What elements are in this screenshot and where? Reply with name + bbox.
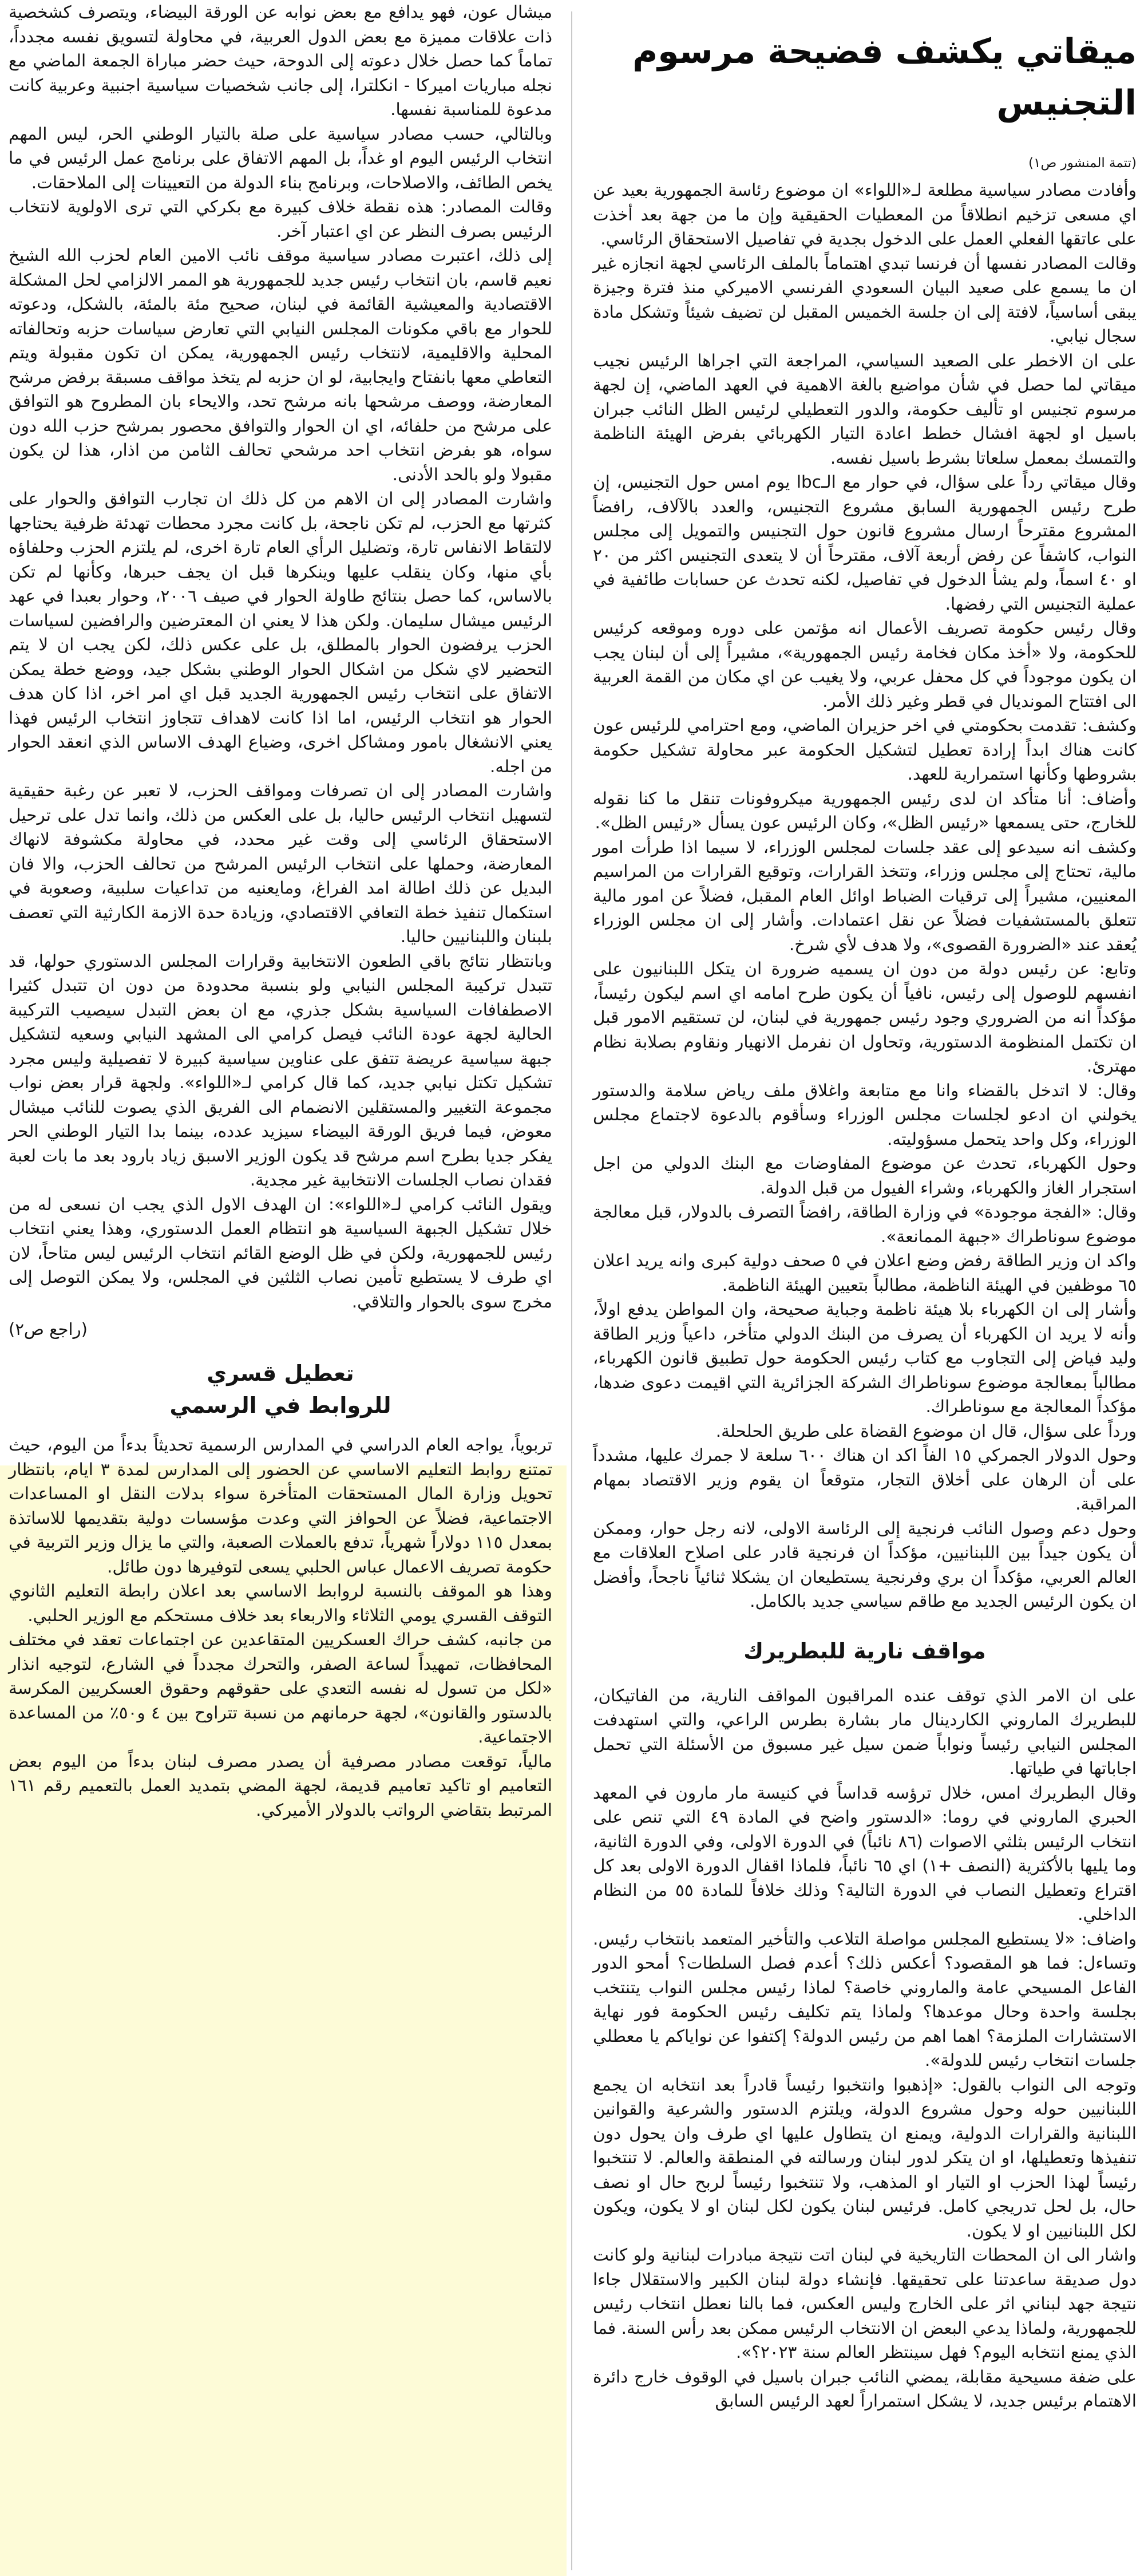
paragraph: واشارت المصادر إلى ان الاهم من كل ذلك ان تجارب التوافق والحوار على كثرتها مع الحزب، لم تكن ناجحة، بل كانت مجرد محطات تهدئة ظرفية يحتاجها لالتقاط الانفاس تارة، وتضليل الرأي العام تارة اخرى، لم يلتزم الحزب وحلفاؤه بأي منها، وكان ينقلب عليها وينكرها قبل ان يجف حبرها، وكأنها لم تكن بالاساس، كما حصل بنتائج طاولة الحوار في صيف ٢٠٠٦، وحوار بعبدا في عهد الرئيس ميشال سليمان. ولكن هذا لا يعني ان المعترضين والرافضين لسياسات الحزب يرفضون الحوار بالمطلق، بل على عكس ذلك، لكن يجب ان لا يتم التحضير لاي شكل من اشكال الحوار الوطني بشكل جيد، ووضع خطة يمكن الاتفاق على انتخاب رئيس الجمهورية الجديد قبل اي امر اخر، اذا كان هدف الحوار هو انتخاب الرئيس، اما اذا كانت لاهداف تتجاوز انتخاب الرئيس فهذا يعني الانشغال بامور ومشاكل اخرى، وضياع الهدف الاساس الذي انعقد الحوار من اجله. bbox=[9, 489, 552, 776]
paragraph: ورداً على سؤال، قال ان موضوع القضاة على طريق الحلحلة. bbox=[715, 1421, 1137, 1441]
paragraph: واشارت المصادر إلى ان تصرفات ومواقف الحزب، لا تعبر عن رغبة حقيقية لتسهيل انتخاب الرئيس حاليا، بل على العكس من ذلك، وانما تدل على ترحيل الاستحقاق الرئاسي إلى وقت غير محدد، في محاولة مكشوفة لانهاك المعارضة، وحملها على انتخاب الرئيس المرشح من تحالف الحزب، والا فان البديل عن ذلك اطالة امد الفراغ، ومايعنيه من تداعيات سلبية، وصعوبة في استكمال تنفيذ خطة التعافي الاقتصادي، وزيادة حدة الازمة الكارثية التي تعصف بلبنان واللبنانيين حاليا. bbox=[9, 781, 552, 946]
paragraph: وقالت المصادر نفسها أن فرنسا تبدي اهتماماً بالملف الرئاسي لجهة انجازه غير ان ما يسمع على صعيد البيان السعودي الفرنسي الاميركي منذ فترة وجيزة يبقى أساسياً، لافتة إلى ان جلسة الخميس المقبل لن تضيف شيئاً وتشكل مادة سجال نيابي. bbox=[593, 253, 1137, 346]
paragraph: وأفادت مصادر سياسية مطلعة لـ«اللواء» ان موضوع رئاسة الجمهورية بعيد عن اي مسعى تزخيم انطلاقاً من المعطيات الحقيقية وإن ما من جهة بعد أخذت على عاتقها الفعلي العمل على الدخول بجدية في تفاصيل الاستحقاق الرئاسي. bbox=[593, 180, 1137, 248]
subheading-line-1: تعطيل قسري bbox=[207, 1361, 354, 1386]
paragraph: وأضاف: أنا متأكد ان لدى رئيس الجمهورية ميكروفونات تنقل ما كنا نقوله للخارج، حتى يسمعها «رئيس الظل»، وكان الرئيس عون يسأل «رئيس الظل». bbox=[593, 788, 1137, 832]
paragraph: وحول الكهرباء، تحدث عن موضوع المفاوضات مع البنك الدولي من اجل استجرار الغاز والكهرباء، وشراء الفيول من قبل الدولة. bbox=[593, 1153, 1137, 1198]
continued-note: (تتمة المنشور ص١) bbox=[1028, 156, 1137, 171]
right-column bbox=[576, 0, 1148, 2576]
paragraph: وبالتالي، حسب مصادر سياسية على صلة بالتيار الوطني الحر، ليس المهم انتخاب الرئيس اليوم او غداً، بل المهم الاتفاق على برنامج عمل الرئيس في ما يخص الطائف، والاصلاحات، وبرنامج بناء الدولة من التعيينات إلى الملاحقات. bbox=[9, 124, 552, 192]
paragraph: وقال: «الفجة موجودة» في وزارة الطاقة، رافضاً التصرف بالدولار، قبل معالجة موضوع سوناطراك «جبهة الممانعة». bbox=[593, 1202, 1137, 1246]
paragraph: وقال البطريرك امس، خلال ترؤسه قداساً في كنيسة مار مارون في المعهد الحبري الماروني في روما: «الدستور واضح في المادة ٤٩ التي تنص على انتخاب الرئيس بثلثي الاصوات (٨٦ نائباً) في الدورة الاولى، وفي الدورة الثانية، وما يليها بالأكثرية (النصف +١) اي ٦٥ نائباً، فلماذا اقفال الدورة الاولى بعد كل اقتراع وتعطيل النصاب في الدورة التالية؟ وذلك خلافاً للمادة ٥٥ من النظام الداخلي. bbox=[593, 1783, 1137, 1924]
paragraph: ويقول النائب كرامي لـ«اللواء»: ان الهدف الاول الذي يجب ان نسعى له من خلال تشكيل الجبهة السياسية هو انتظام العمل الدستوري، وهذا يعني انتخاب رئيس للجمهورية، ولكن في ظل الوضع القائم انتخاب الرئيس ليس متاحاً، لان اي طرف لا يستطيع تأمين نصاب الثلثين في المجلس، ولا يمكن التوصل إلى مخرج سوى بالحوار والتلاقي. bbox=[9, 1194, 552, 1311]
paragraph: وهذا هو الموقف بالنسبة لروابط الاساسي بعد اعلان رابطة التعليم الثانوي التوقف القسري يومي الثلاثاء والاربعاء بعد خلاف مستحكم مع الوزير الحلبي. bbox=[9, 1581, 552, 1625]
paragraph: على ضفة مسيحية مقابلة، يمضي النائب جبران باسيل في الوقوف خارج دائرة الاهتمام برئيس جديد، لا يشكل استمراراً لعهد الرئيس السابق bbox=[593, 2366, 1137, 2411]
paragraph: وقال رئيس حكومة تصريف الأعمال انه مؤتمن على دوره وموقعه كرئيس للحكومة، ولا «أخذ مكان فخامة رئيس الجمهورية»، مشيراً إلى أن لبنان يجب ان يكون موجوداً في كل محفل عربي، ولا يغيب عن اي مكان من القمة العربية الى افتتاح المونديال في قطر وغير ذلك الأمر. bbox=[593, 618, 1137, 711]
paragraph: من جانبه، كشف حراك العسكريين المتقاعدين عن اجتماعات تعقد في مختلف المحافظات، تمهيداً لساعة الصفر، والتحرك مجدداً في الشارع، لتوجيه انذار «لكل من تسول له نفسه التعدي على حقوقهم وحقوق العسكريين المكرسة بالدستور والقانون»، لجهة حرمانهم من نسبة تتراوح بين ٤ و٥٠٪ من المساعدة الاجتماعية. bbox=[9, 1630, 553, 1747]
paragraph: وتابع: عن رئيس دولة من دون ان يسميه ضرورة ان يتكل اللبنانيون على انفسهم للوصول إلى رئيس، نافياً أن يكون طرح امامه اي اسم ليكون رئيساً، مؤكداً انه من الضروري وجود رئيس جمهورية في لبنان، لن تستقيم الامور قبل ان تكتمل المنظومة الدستورية، وتحاول ان نفرمل الانهيار ونقاوم بصلابة نظام مهترئ. bbox=[593, 959, 1137, 1076]
paragraph: وبانتظار نتائج باقي الطعون الانتخابية وقرارات المجلس الدستوري حولها، قد تتبدل تركيبة المجلس النيابي ولو بنسبة محدودة من دون ان تتبدل كثيرا الاصطفافات السياسية بشكل جذري، مع ان بعض التبدل سيصيب التركيبة الحالية لجهة عودة النائب فيصل كرامي الى المشهد النيابي وسعيه لتشكيل جبهة سياسية عريضة تتفق على عناوين سياسية كبيرة لا تفصيلية وليس مجرد تشكيل تكتل نيابي جديد، كما قال كرامي لـ«اللواء». ولجهة قرار بعض نواب مجموعة التغيير والمستقلين الانضمام الى الفريق الذي يصوت للنائب ميشال معوض، فيما فريق الورقة البيضاء سيزيد عدده، بينما بدا التيار الوطني الحر يفكر جديا بطرح اسم مرشح قد يكون الوزير الاسبق زياد بارود بعد ما بات لعبة فقدان نصاب الجلسات الانتخابية غير مجدية. bbox=[9, 951, 552, 1190]
paragraph: وحول الدولار الجمركي ١٥ الفاً اكد ان هناك ٦٠٠ سلعة لا جمرك عليها، مشدداً على أن الرهان على أخلاق التجار، متوقعاً ان يقوم وزير الاقتصاد بمهام المراقبة. bbox=[593, 1445, 1137, 1514]
paragraph: تربوياً، يواجه العام الدراسي في المدارس الرسمية تحديثاً بدءاً من اليوم، حيث تمتنع روابط التعليم الاساسي عن الحضور إلى المدارس لمدة ٣ ايام، بانتظار تحويل وزارة المال المستحقات المتأخرة سواء بدلات النقل او المساعدات الاجتماعية، فضلاً عن الحوافز التي وعدت مؤسسات دولية بتقديمها للاساتذة بمعدل ١١٥ دولاراً شهرياً، تدفع بالعملات الصعبة، والتي ما يزال وزير التربية في حكومة تصريف الاعمال عباس الحلبي يسعى لتوفيرها دون طائل. bbox=[9, 1435, 552, 1577]
paragraph: واكد ان وزير الطاقة رفض وضع اعلان في ٥ صحف دولية كبرى وانه يريد اعلان ٦٥ موظفين في الهيئة الناظمة، مطالباً بتعيين الهيئة الناظمة. bbox=[593, 1251, 1137, 1295]
article-headline: ميقاتي يكشف فضيحة مرسوم التجنيس bbox=[632, 31, 1137, 123]
paragraph: وكشف انه سيدعو إلى عقد جلسات لمجلس الوزراء، لا سيما اذا طرأت امور مالية، تحتاج إلى مجلس وزراء، وتتخذ القرارات، وتوقيع القرارات من المراسيم المعنيين، مشيراً إلى ترقيات الضباط اوائل العام المقبل، فضلاً عن امور مالية تتعلق بالمستشفيات فضلاً عن نقل اعتمادات. وأشار إلى ان مجلس الوزراء يُعقد عند «الضرورة القصوى»، ولا هدف لأي شرخ. bbox=[593, 837, 1137, 954]
page-reference bbox=[9, 1317, 552, 1341]
paragraph: واضاف: «لا يستطيع المجلس مواصلة التلاعب والتأخير المتعمد بانتخاب رئيس. وتساءل: فما هو المقصود؟ أعكس ذلك؟ أعدم فصل السلطات؟ أمحو الدور الفاعل المسيحي عامة والماروني خاصة؟ لماذا رئيس مجلس النواب يتنتخب بجلسة واحدة وحال موعدها؟ ولماذا يتم تكليف رئيس الحكومة فور نهاية الاستشارات الملزمة؟ اهما اهم من رئيس الدولة؟ إكتفوا عن نواياكم يا معطلي جلسات انتخاب رئيس للدولة». bbox=[593, 1929, 1137, 2070]
paragraph: وحول دعم وصول النائب فرنجية إلى الرئاسة الاولى، لانه رجل حوار، وممكن أن يكون جيداً بين اللبنانيين، مؤكداً ان فرنجية قادر على اصلاح العلاقات مع العالم العربي، مؤكداً ان بري وفرنجية يستطيعان ان يشكلا ثنائياً ناجحاً، وأفضل ان يكون الرئيس الجديد مع طاقم سياسي جديد بالكامل. bbox=[593, 1518, 1137, 1611]
subheading-patriarch: مواقف نارية للبطريرك bbox=[743, 1638, 986, 1664]
paragraph: إلى ذلك، اعتبرت مصادر سياسية موقف نائب الامين العام لحزب الله الشيخ نعيم قاسم، بان انتخاب رئيس جديد للجمهورية هو الممر الالزامي لحل المشكلة الاقتصادية والمعيشية القائمة في لبنان، صحيح مئة بالمئة، بالشكل، ودعوته للحوار مع باقي مكونات المجلس النيابي التي تعارض سياسات حزبه وتحالفاته المحلية والاقليمية، لانتخاب رئيس الجمهورية، يمكن ان تكون مقبولة ويتم التعاطي معها بانفتاح وايجابية، لو ان حزبه لم يتخذ مواقف مسبقة برفض مرشح المعارضة، ووصف مرشحها بانه مرشح تحد، والايحاء بان المطروح هو التوافق على مرشح من حلفائه، اي ان الحوار والتوافق محصور بمرشح حزب الله دون سواه، هو بفرض انتخاب احد مرشحي تحالف الثامن من اذار، هذا لن يكون مقبولا ولو بالحد الأدنى. bbox=[8, 246, 552, 484]
article-body-1 bbox=[593, 178, 1137, 1614]
paragraph: وقال: لا اتدخل بالقضاء وانا مع متابعة واغلاق ملف رياض سلامة والدستور يخولني ان ادعو لجلسات مجلس الوزراء وسأقوم بالدعوة لاجتماع مجلس الوزراء، وكل واحد يتحمل مسؤوليته. bbox=[593, 1080, 1137, 1149]
paragraph: على ان الاخطر على الصعيد السياسي، المراجعة التي اجراها الرئيس نجيب ميقاتي لما حصل في شأن مواضيع بالغة الاهمية في العهد الماضي، إن لجهة مرسوم تجنيس او تأليف حكومة، والدور التعطيلي لرئيس الظل النائب جبران باسيل او لجهة افشال خطط اعادة التيار الكهربائي بفرض الهيئة الناظمة والتمسك بمعمل سلعاتا بشرط باسيل نفسه. bbox=[593, 350, 1137, 468]
paragraph: واشار الى ان المحطات التاريخية في لبنان اتت نتيجة مبادرات لبنانية ولو كانت دول صديقة ساعدتنا على تحقيقها. فإنشاء دولة لبنان الكبير والاستقلال جاءا نتيجة جهد لبناني اثر على الخارج وليس العكس، فما بالنا نعطل انتخاب رئيس للجمهورية، ولماذا يدعي البعض ان الانتخاب الرئيس ممكن بعد رأس السنة. فما الذي يمنع انتخابه اليوم؟ فهل سينتظر العالم سنة ٢٠٢٣؟». bbox=[593, 2245, 1137, 2362]
left-column bbox=[0, 0, 567, 2576]
paragraph: وتوجه الى النواب بالقول: «إذهبوا وانتخبوا رئيساً قادراً بعد انتخابه ان يجمع اللبنانيين حوله وحول مشروع الدولة، ويلتزم الدستور والشرعية والقوانين اللبنانية والقرارات الدولية، ويمنع ان يتطاول عليها اي طرف وان يحول دون تنفيذها وتعطيلها، او ان يتكر لدور لبنان ورسالته في المنطقة والعالم. لا تنتخبوا رئيساً لهذا الحزب او التيار او المذهب، ولا تنتخبوا رئيساً لربح حال او نصف حال، بل لحل تدريجي كامل. فرئيس لبنان يكون لكل لبنان او لا يكون، ويكون لكل اللبنانيين او لا يكون. bbox=[593, 2075, 1137, 2241]
page-reference-text: (راجع ص٢) bbox=[9, 1319, 88, 1339]
subheading-line-2: للروابط في الرسمي bbox=[169, 1393, 391, 1418]
paragraph: مالياً، توقعت مصادر مصرفية أن يصدر مصرف لبنان بدءاً من اليوم بعض التعاميم او تاكيد تعاميم قديمة، لجهة المضي بتمديد العمل بالتعميم رقم ١٦١ المرتبط بتقاضي الرواتب بالدولار الأميركي. bbox=[9, 1751, 552, 1820]
article-body-4 bbox=[9, 1433, 552, 1822]
paragraph: وكشف: تقدمت بحكومتي في اخر حزيران الماضي، ومع احترامي للرئيس عون كانت هناك ابداً إرادة تعطيل لتشكيل الحكومة عبر محاولة تشكيل حكومة بشروطها وكأنها استمرارية للعهد. bbox=[593, 716, 1137, 784]
article-body-3 bbox=[9, 0, 552, 1314]
paragraph: وقال ميقاتي رداً على سؤال، في حوار مع الـlbc يوم امس حول التجنيس، إن طرح رئيس الجمهورية السابق مشروع التجنيس، والعدد بالآلاف، رافضاً المشروع مقترحاً ارسال مشروع قانون حول التجنيس والتمويل إلى مجلس النواب، كاشفاً عن رفض أربعة آلاف، مقترحاً أن لا يتعدى التجنيس اكثر من ٢٠ او ٤٠ اسماً، ولم يشأ الدخول في تفاصيل، لكنه تحدث عن حسابات طائفية في عملية التجنيس التي رفضها. bbox=[593, 472, 1137, 614]
paragraph: على ان الامر الذي توقف عنده المراقبون المواقف النارية، من الفاتيكان، للبطريرك الماروني الكاردينال مار بشارة بطرس الراعي، والتي استهدفت المجلس النيابي رئيساً ونواباً ضمن سيل غير مسبوق من الأسئلة التي تحمل اجاباتها في طياتها. bbox=[593, 1685, 1137, 1778]
paragraph: وأشار إلى ان الكهرباء بلا هيئة ناظمة وجباية صحيحة، وان المواطن يدفع اولاً، وأنه لا يريد ان الكهرباء أن يصرف من البنك الدولي متأخر، داعياً وزير الطاقة وليد فياض إلى التجاوب مع كتاب رئيس الحكومة حول تطبيق قانون الكهرباء، مطالباً بمعالجة موضوع سوناطراك الشركة الجزائرية التي اقيمت دعوى ضدها، مؤكداً المعالجة مع سوناطراك. bbox=[593, 1299, 1137, 1416]
column-divider bbox=[571, 11, 572, 2570]
article-body-2 bbox=[593, 1684, 1137, 2413]
paragraph: ميشال عون، فهو يدافع مع بعض نوابه عن الورقة البيضاء، ويتصرف كشخصية ذات علاقات مميزة مع بعض الدول العربية، في محاولة لتسويق نفسه مجدداً، تماماً كما حصل خلال دعوته إلى الدوحة، حيث حضر مباراة الجمعة الماضي مع نجله مباريات اميركا - انكلترا، إلى جانب شخصيات سياسية اجنبية وعربية كانت مدعوة للمناسبة نفسها. bbox=[9, 2, 552, 119]
paragraph: وقالت المصادر: هذه نقطة خلاف كبيرة مع بكركي التي ترى الاولوية لانتخاب الرئيس بصرف النظر عن اي اعتبار آخر. bbox=[9, 197, 552, 241]
